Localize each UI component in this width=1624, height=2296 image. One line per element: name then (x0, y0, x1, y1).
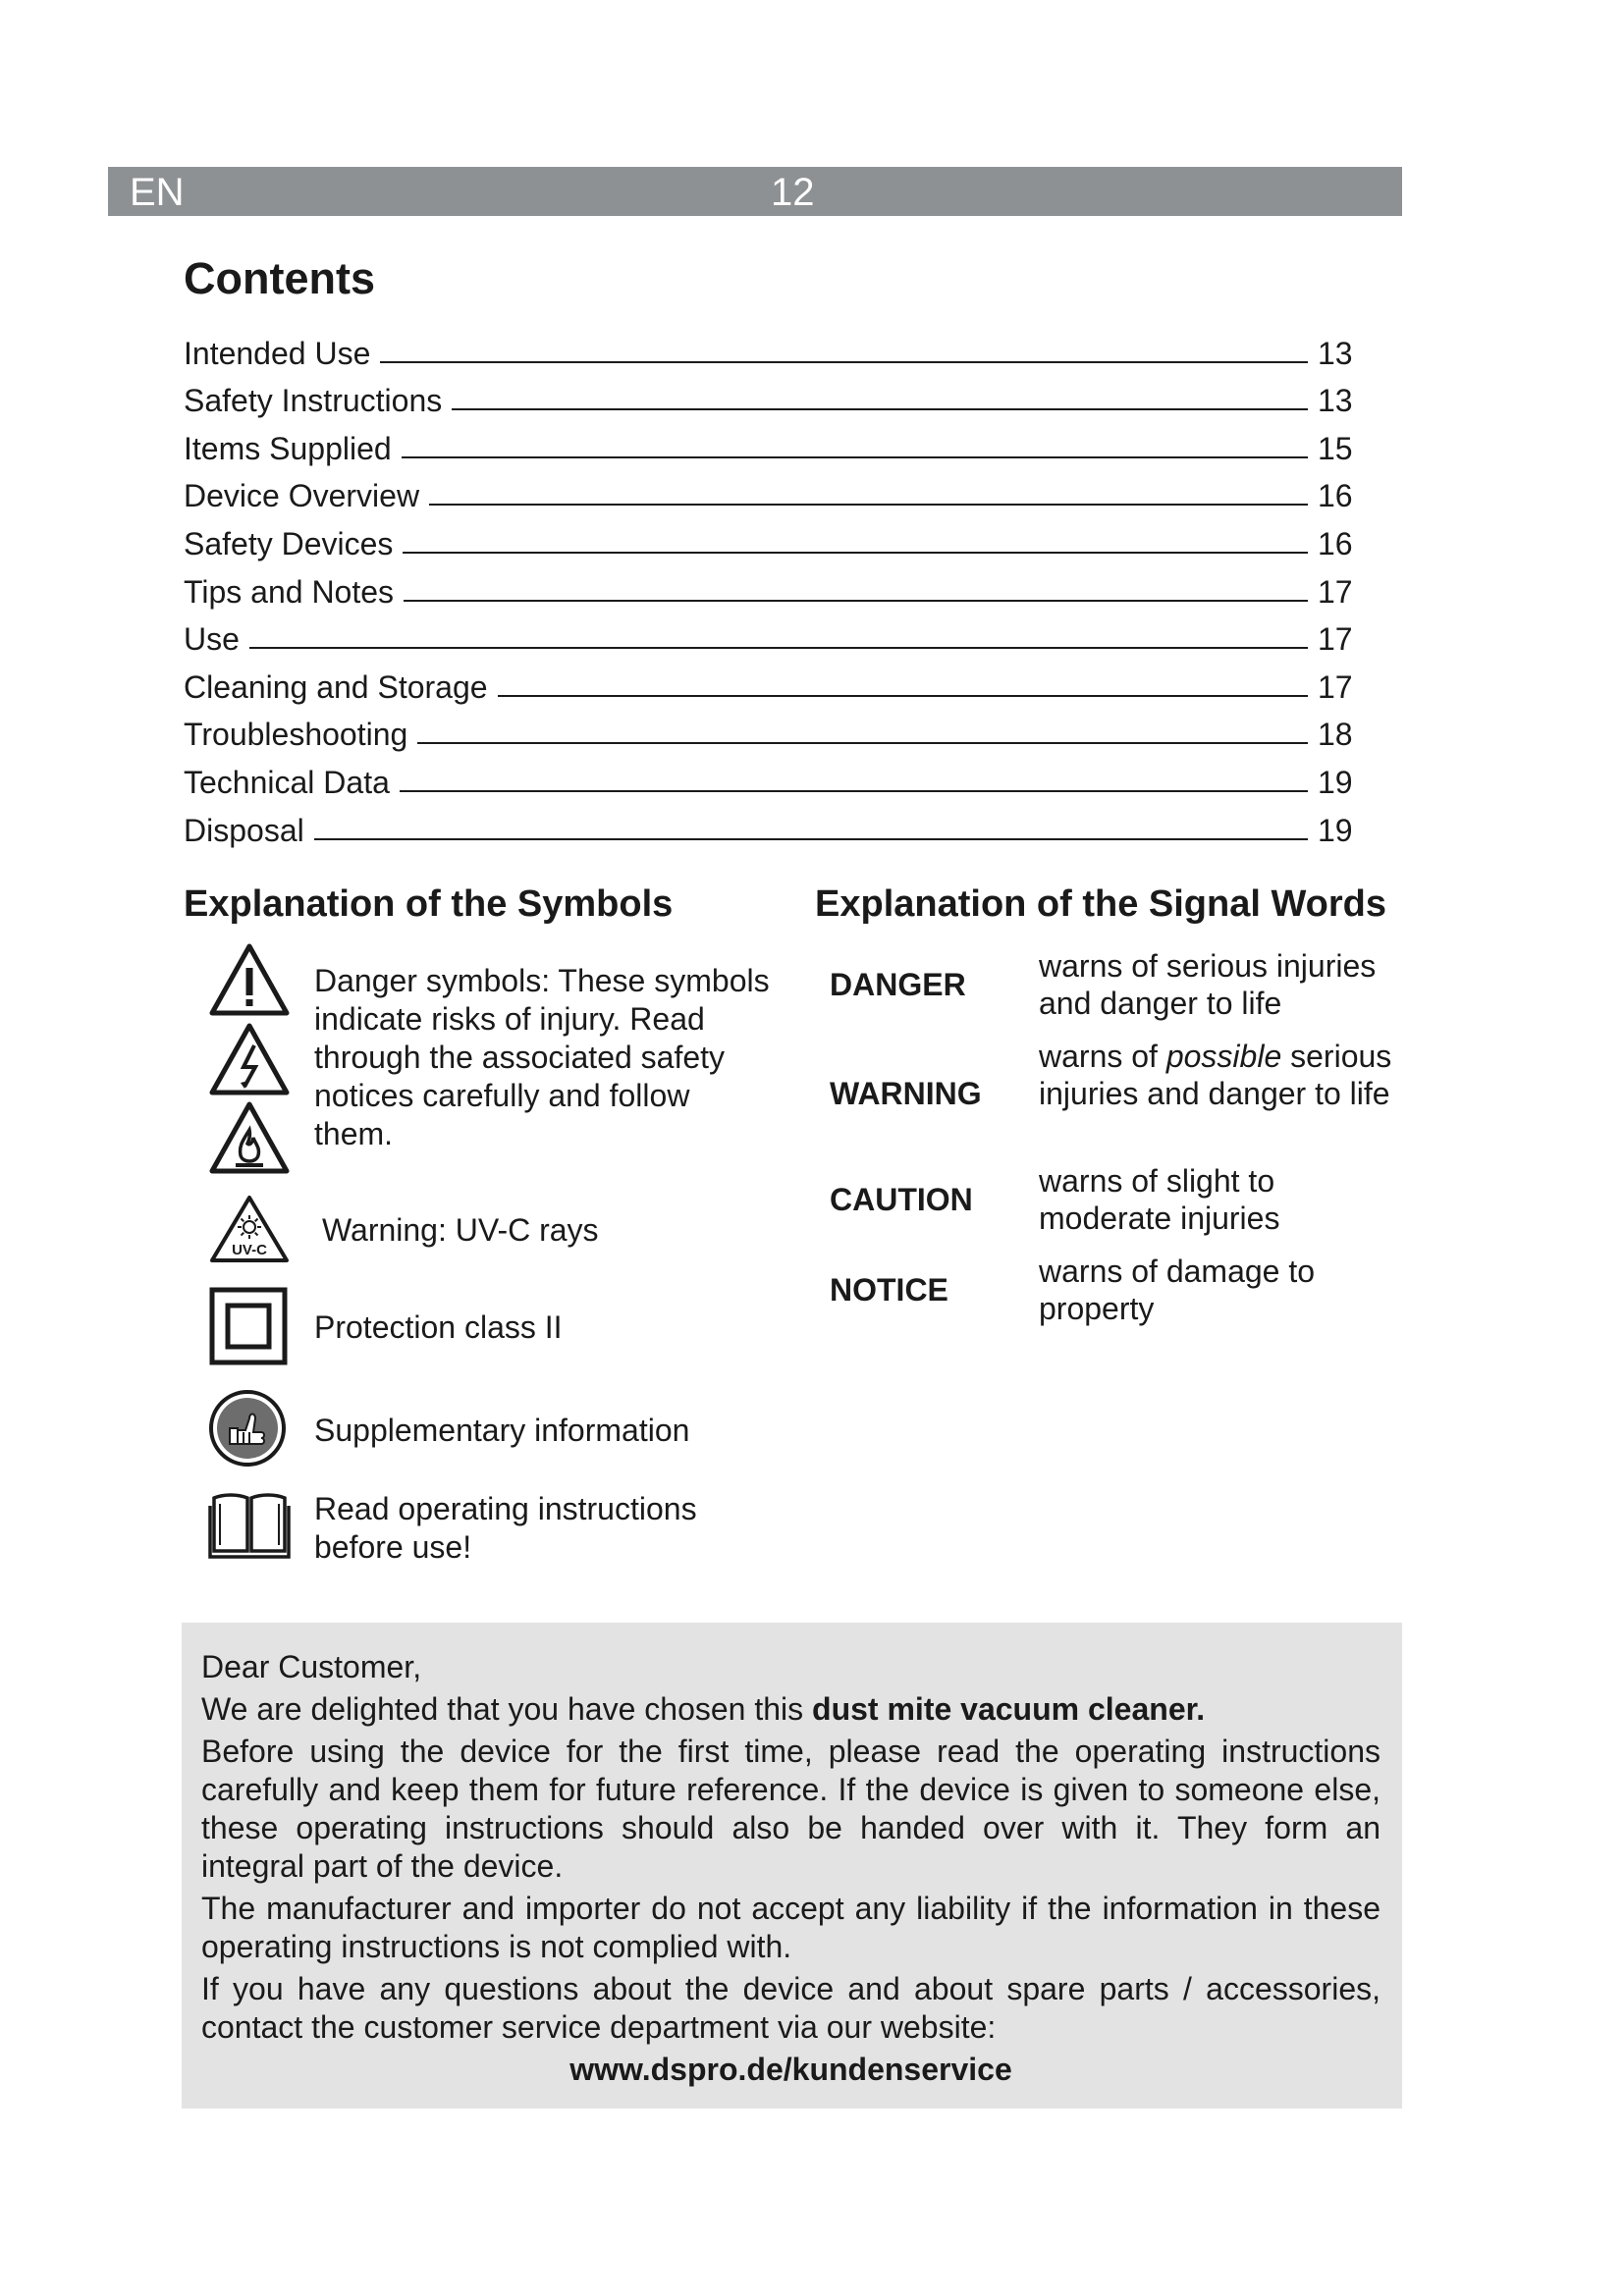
toc-page: 13 (1318, 335, 1353, 371)
table-of-contents (184, 324, 1367, 849)
danger-symbols-text: Danger symbols: These symbols indicate risks of injury. Read through the associated safety notices carefully and follow them. (314, 963, 770, 1151)
read-instructions-text: Read operating instructions before use! (314, 1491, 697, 1565)
toc-page: 18 (1318, 717, 1353, 753)
signal-word-warning: WARNING (830, 1076, 982, 1111)
uvc-warning-text: Warning: UV-C rays (322, 1212, 599, 1248)
toc-page: 19 (1318, 812, 1353, 848)
toc-leader-line (380, 361, 1308, 363)
customer-info-box (182, 1623, 1402, 2109)
toc-row-device-overview[interactable] (184, 467, 1367, 515)
toc-leader-line (429, 504, 1308, 506)
fire-hazard-icon (208, 1100, 291, 1175)
toc-label: Cleaning and Storage (184, 668, 488, 705)
toc-label: Disposal (184, 812, 304, 848)
toc-label: Safety Instructions (184, 383, 443, 419)
toc-leader-line (417, 742, 1308, 744)
toc-label: Device Overview (184, 478, 420, 514)
toc-leader-line (249, 647, 1308, 649)
uvc-icon-label: UV-C (232, 1242, 267, 1258)
toc-leader-line (400, 790, 1308, 792)
contents-title: Contents (184, 253, 375, 303)
toc-label: Safety Devices (184, 525, 394, 561)
uvc-warning-icon (208, 1194, 291, 1264)
supplementary-info-hand-icon (208, 1389, 287, 1468)
toc-row-safety-instructions[interactable] (184, 372, 1367, 420)
toc-row-technical-data[interactable] (184, 753, 1367, 801)
toc-page: 19 (1318, 764, 1353, 800)
toc-row-items-supplied[interactable] (184, 419, 1367, 467)
read-instructions-book-icon (208, 1492, 291, 1561)
toc-page: 17 (1318, 573, 1353, 610)
signal-desc-warning-post: serious injuries and danger to life (1039, 1039, 1392, 1111)
toc-label: Use (184, 621, 240, 658)
toc-page: 16 (1318, 525, 1353, 561)
product-name: dust mite vacuum cleaner. (812, 1691, 1206, 1727)
customer-para-contact: If you have any questions about the device and about spare parts / accessories, contact the customer service department via our website: (201, 1971, 1380, 2045)
toc-leader-line (314, 838, 1308, 840)
protection-class-text: Protection class II (314, 1309, 563, 1345)
toc-label: Troubleshooting (184, 717, 408, 753)
page-header-bar (108, 167, 1402, 216)
toc-row-cleaning-and-storage[interactable] (184, 658, 1367, 706)
toc-label: Technical Data (184, 764, 390, 800)
signal-desc-danger: warns of serious injuries and danger to life (1039, 948, 1377, 1021)
signal-desc-warning (1039, 1038, 1412, 1112)
toc-page: 13 (1318, 383, 1353, 419)
toc-row-use[interactable] (184, 611, 1367, 659)
signal-desc-notice: warns of damage to property (1039, 1254, 1316, 1326)
signal-word-caution: CAUTION (830, 1182, 973, 1217)
toc-label: Tips and Notes (184, 573, 395, 610)
signal-desc-caution: warns of slight to moderate injuries (1039, 1163, 1280, 1236)
toc-row-safety-devices[interactable] (184, 514, 1367, 562)
toc-leader-line (498, 695, 1308, 697)
customer-greeting: Dear Customer, (201, 1649, 422, 1684)
language-label: EN (130, 171, 185, 214)
signal-word-notice: NOTICE (830, 1272, 948, 1308)
toc-leader-line (403, 552, 1308, 554)
customer-service-url[interactable]: www.dspro.de/kundenservice (569, 2052, 1012, 2087)
signal-desc-warning-pre: warns of (1039, 1039, 1166, 1074)
toc-page: 15 (1318, 430, 1353, 466)
customer-intro-text: We are delighted that you have chosen this (201, 1691, 813, 1727)
symbols-section-title: Explanation of the Symbols (184, 883, 674, 925)
toc-leader-line (402, 456, 1308, 458)
toc-row-intended-use[interactable] (184, 324, 1367, 372)
customer-para-read-instructions: Before using the device for the first time, please read the operating instructions carefully and keep them for future reference. If the device is given to someone else, these operating instructions should also be handed over with it. They form an integral part of the device. (201, 1734, 1380, 1884)
general-danger-icon (208, 942, 291, 1017)
customer-intro (201, 1690, 1380, 1729)
toc-label: Items Supplied (184, 430, 392, 466)
signal-words-section-title: Explanation of the Signal Words (815, 883, 1387, 925)
toc-leader-line (404, 600, 1308, 602)
toc-row-tips-and-notes[interactable] (184, 562, 1367, 611)
protection-class-ii-icon (209, 1287, 288, 1365)
toc-page: 17 (1318, 621, 1353, 658)
electric-shock-icon (208, 1022, 291, 1096)
toc-row-troubleshooting[interactable] (184, 706, 1367, 754)
signal-word-danger: DANGER (830, 967, 966, 1002)
toc-label: Intended Use (184, 335, 371, 371)
customer-para-liability: The manufacturer and importer do not accept any liability if the information in these operating instructions is not complied with. (201, 1891, 1380, 1964)
signal-desc-warning-emphasis: possible (1165, 1039, 1282, 1074)
supplementary-info-text: Supplementary information (314, 1413, 690, 1448)
toc-leader-line (452, 408, 1308, 410)
page-number: 12 (771, 171, 815, 214)
toc-page: 17 (1318, 668, 1353, 705)
toc-page: 16 (1318, 478, 1353, 514)
toc-row-disposal[interactable] (184, 801, 1367, 849)
